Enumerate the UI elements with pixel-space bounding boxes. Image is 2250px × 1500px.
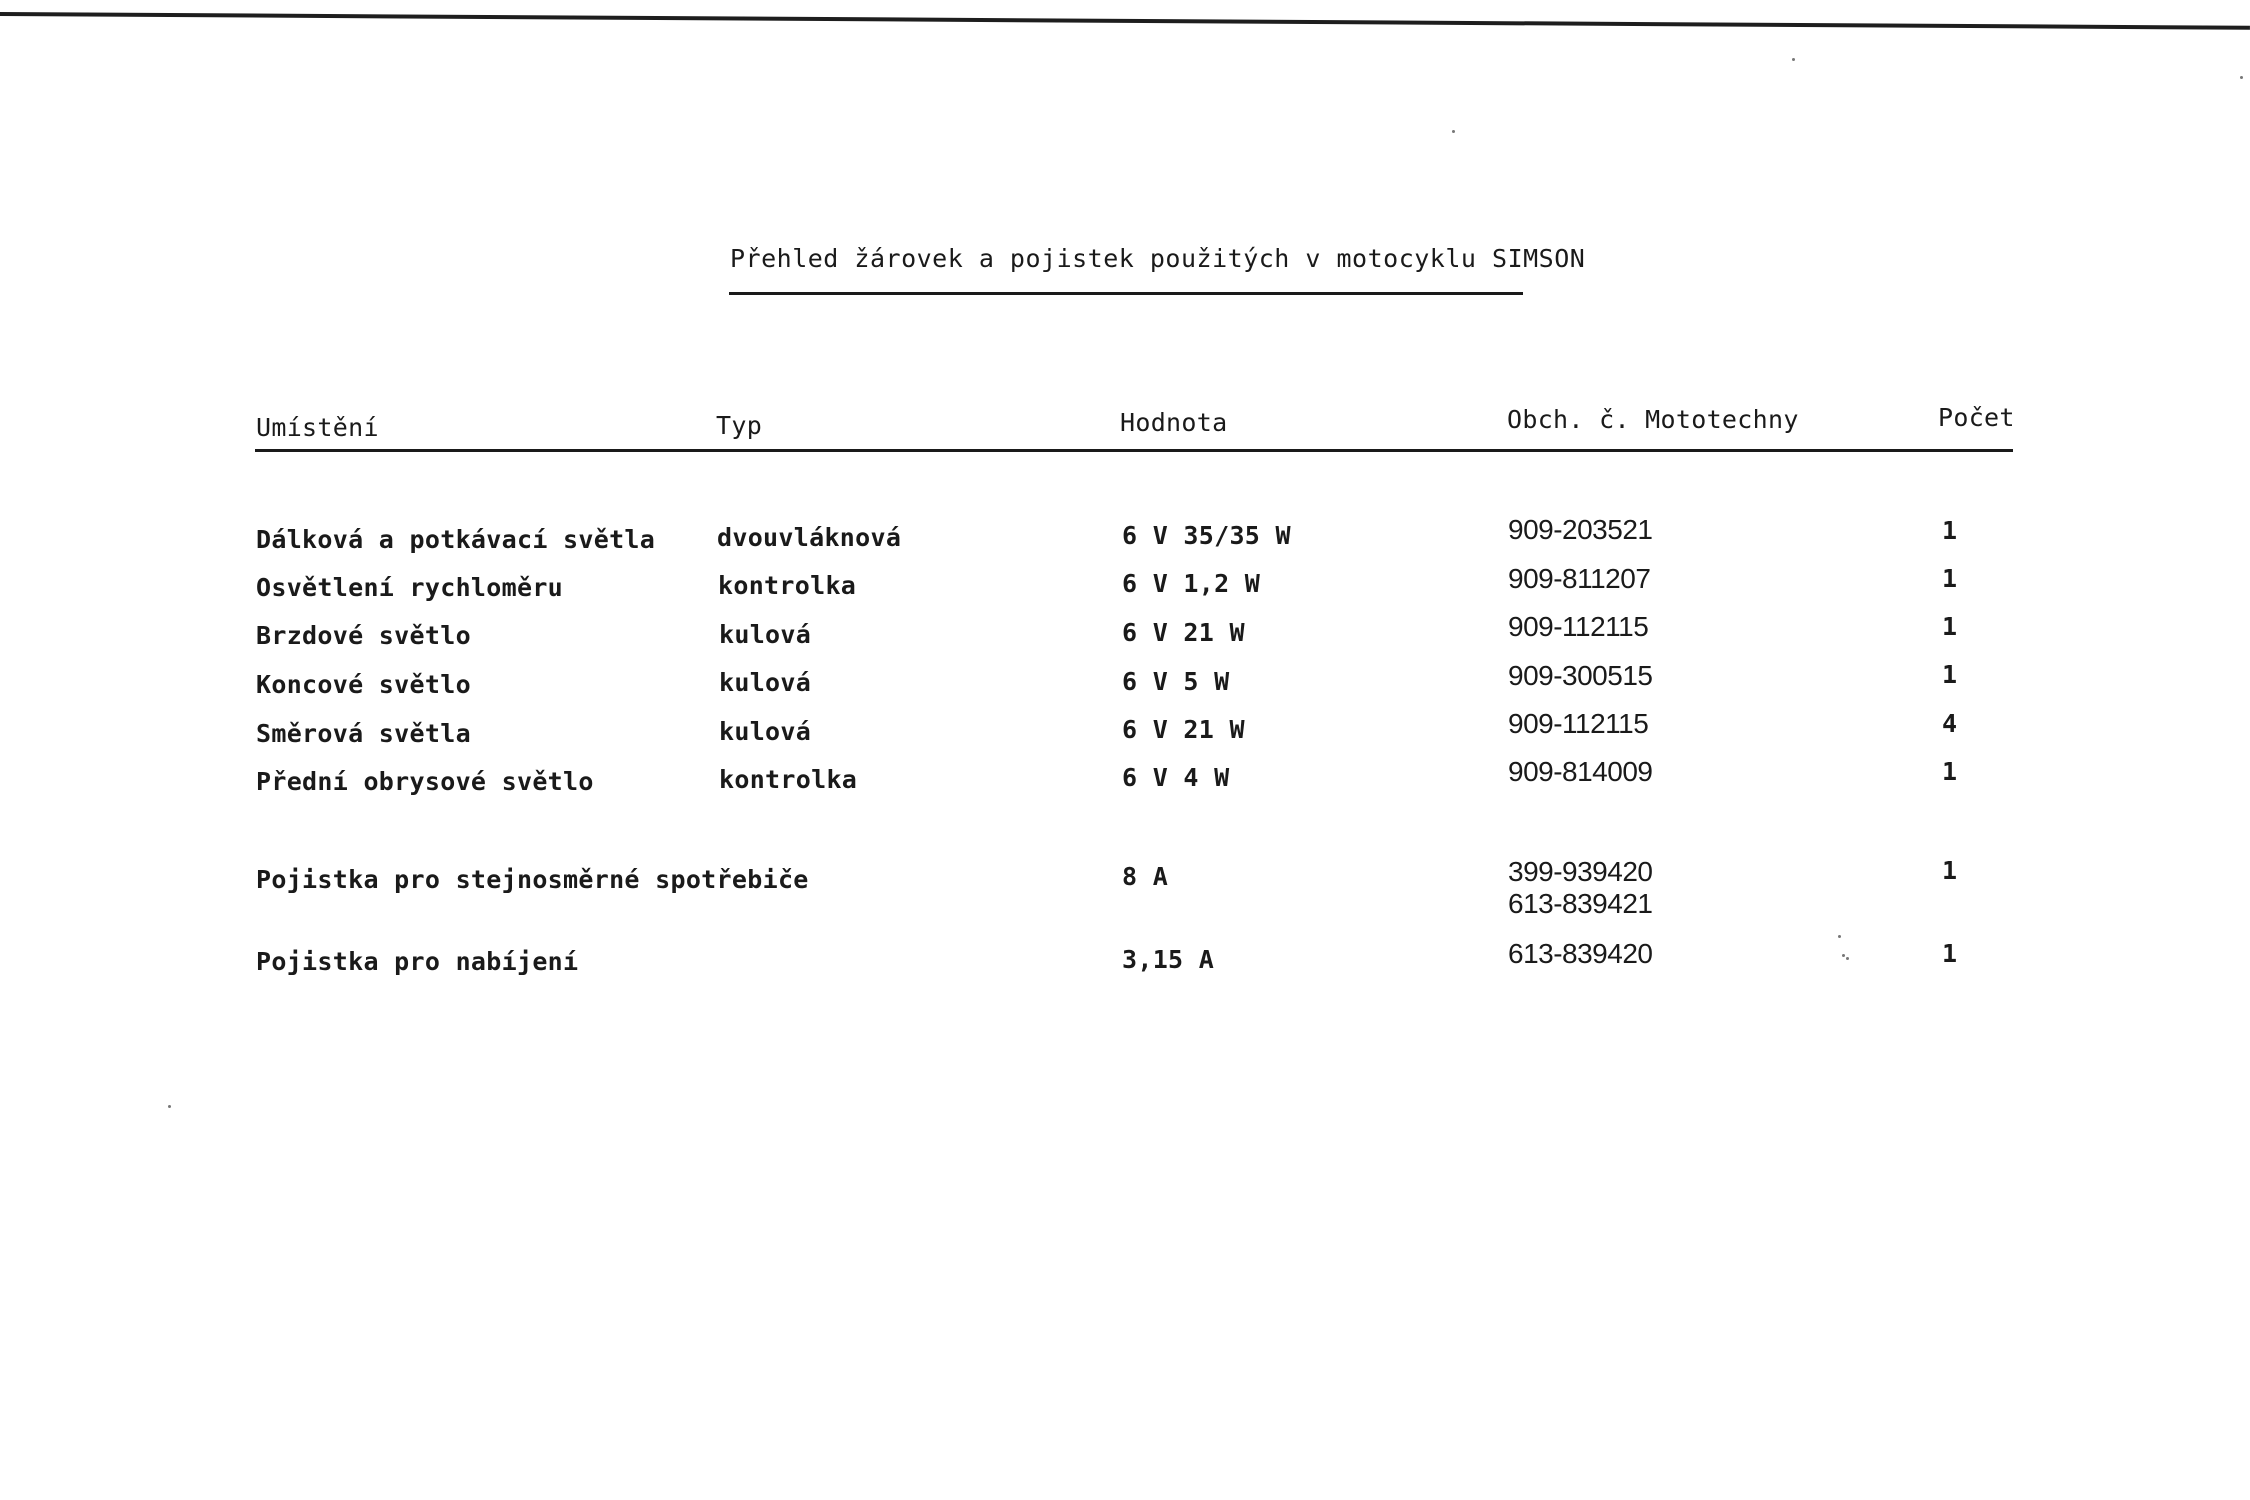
fuse-value: 3,15 A bbox=[1122, 945, 1215, 974]
fuse-location: Pojistka pro stejnosměrné spotřebiče bbox=[256, 865, 809, 894]
row-type: kulová bbox=[719, 620, 812, 649]
row-type: kulová bbox=[719, 668, 812, 697]
scan-speck bbox=[168, 1105, 171, 1108]
row-count: 1 bbox=[1942, 612, 1958, 641]
row-value: 6 V 35/35 W bbox=[1122, 521, 1291, 550]
row-value: 6 V 21 W bbox=[1122, 618, 1245, 647]
fuse-location: Pojistka pro nabíjení bbox=[256, 947, 579, 976]
row-location: Osvětlení rychloměru bbox=[256, 573, 564, 602]
header-order-number: Obch. č. Mototechny bbox=[1507, 405, 1799, 434]
scan-speck bbox=[1792, 58, 1795, 61]
scan-speck bbox=[1842, 954, 1845, 957]
row-location: Dálková a potkávací světla bbox=[256, 525, 656, 554]
row-value: 6 V 21 W bbox=[1122, 715, 1245, 744]
fuse-count: 1 bbox=[1942, 939, 1958, 968]
row-order-number: 909-814009 bbox=[1508, 756, 1653, 787]
fuse-order-number: 613-839420 bbox=[1508, 938, 1653, 969]
scan-speck bbox=[1452, 130, 1455, 133]
row-order-number: 909-811207 bbox=[1508, 563, 1651, 594]
row-count: 1 bbox=[1942, 660, 1958, 689]
scan-speck bbox=[1838, 935, 1841, 938]
row-order-number: 909-203521 bbox=[1508, 514, 1653, 545]
row-type: kontrolka bbox=[719, 765, 858, 794]
fuse-order-number: 399-939420 bbox=[1508, 856, 1653, 887]
header-underline bbox=[255, 449, 2013, 452]
row-count: 1 bbox=[1942, 516, 1958, 545]
row-type: kontrolka bbox=[718, 571, 857, 600]
row-location: Koncové světlo bbox=[256, 670, 471, 699]
document-title: Přehled žárovek a pojistek použitých v motocyklu SIMSON bbox=[730, 244, 1586, 273]
fuse-value: 8 A bbox=[1122, 862, 1169, 891]
scan-speck bbox=[1846, 957, 1849, 960]
row-location: Přední obrysové světlo bbox=[256, 767, 594, 796]
header-count: Počet bbox=[1938, 403, 2015, 432]
row-order-number: 909-112115 bbox=[1508, 708, 1649, 739]
row-location: Brzdové světlo bbox=[256, 621, 471, 650]
row-location: Směrová světla bbox=[256, 719, 471, 748]
row-value: 6 V 1,2 W bbox=[1122, 569, 1261, 598]
header-value: Hodnota bbox=[1120, 408, 1228, 437]
header-location: Umístění bbox=[256, 413, 379, 442]
row-type: dvouvláknová bbox=[717, 523, 902, 552]
fuse-order-number-alt: 613-839421 bbox=[1508, 888, 1653, 919]
row-type: kulová bbox=[719, 717, 812, 746]
row-order-number: 909-300515 bbox=[1508, 660, 1653, 691]
row-count: 1 bbox=[1942, 564, 1958, 593]
top-scan-edge-line bbox=[0, 12, 2250, 30]
fuse-count: 1 bbox=[1942, 856, 1958, 885]
row-value: 6 V 5 W bbox=[1122, 667, 1230, 696]
row-count: 1 bbox=[1942, 757, 1958, 786]
header-type: Typ bbox=[716, 411, 763, 440]
title-underline bbox=[729, 292, 1523, 295]
row-count: 4 bbox=[1942, 709, 1958, 738]
row-value: 6 V 4 W bbox=[1122, 763, 1230, 792]
row-order-number: 909-112115 bbox=[1508, 611, 1649, 642]
scan-speck bbox=[2240, 76, 2243, 79]
